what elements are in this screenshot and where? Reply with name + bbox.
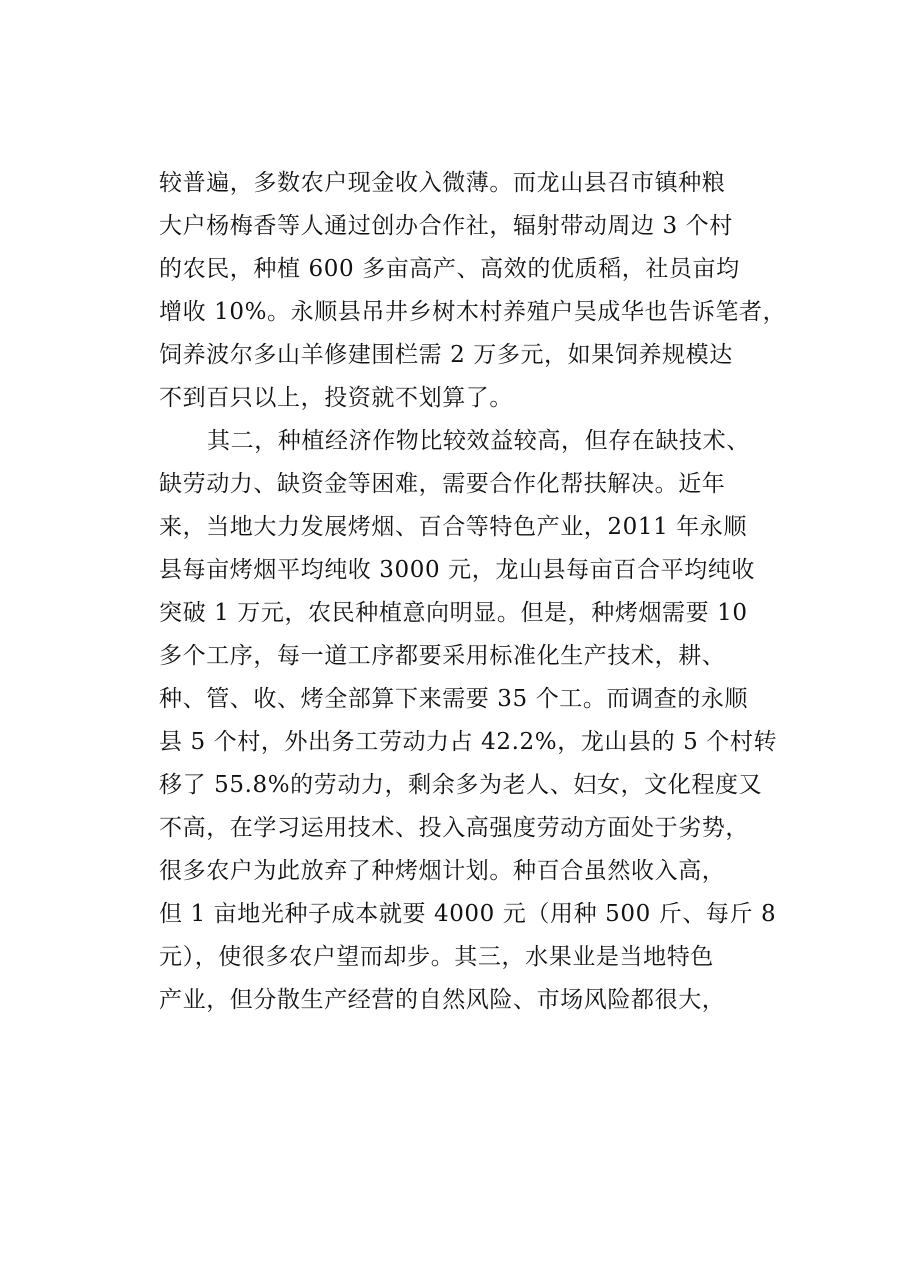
text-line-1: 较普遍，多数农户现金收入微薄。而龙山县召市镇种粮 — [159, 170, 726, 196]
text-line-4: 增收 10%。永顺县吊井乡树木村养殖户吴成华也告诉笔者， — [159, 299, 787, 325]
text-line-3: 的农民，种植 600 多亩高产、高效的优质稻，社员亩均 — [159, 256, 740, 282]
text-line-12: 多个工序，每一道工序都要采用标准化生产技术，耕、 — [159, 643, 726, 669]
text-line-13: 种、管、收、烤全部算下来需要 35 个工。而调查的永顺 — [159, 686, 749, 712]
text-line-20: 产业，但分散生产经营的自然风险、市场风险都很大， — [159, 987, 726, 1013]
paragraph-2-first-line: 其二，种植经济作物比较效益较高，但存在缺技术、 — [207, 428, 750, 454]
text-line-16: 不高，在学习运用技术、投入高强度劳动方面处于劣势， — [159, 815, 749, 841]
text-line-14: 县 5 个村，外出务工劳动力占 42.2%，龙山县的 5 个村转 — [159, 729, 778, 755]
text-line-17: 很多农户为此放弃了种烤烟计划。种百合虽然收入高， — [159, 858, 726, 884]
text-line-5: 饲养波尔多山羊修建围栏需 2 万多元，如果饲养规模达 — [159, 342, 733, 368]
text-line-9: 来，当地大力发展烤烟、百合等特色产业，2011 年永顺 — [159, 514, 748, 540]
text-line-6: 不到百只以上，投资就不划算了。 — [159, 385, 513, 411]
text-line-19: 元），使很多农户望而却步。其三，水果业是当地特色 — [159, 944, 714, 970]
text-line-2: 大户杨梅香等人通过创办合作社，辐射带动周边 3 个村 — [159, 213, 733, 239]
text-line-18: 但 1 亩地光种子成本就要 4000 元（用种 500 斤、每斤 8 — [159, 901, 777, 927]
text-line-11: 突破 1 万元，农民种植意向明显。但是，种烤烟需要 10 — [159, 600, 748, 626]
text-line-8: 缺劳动力、缺资金等困难，需要合作化帮扶解决。近年 — [159, 471, 726, 497]
text-line-15: 移了 55.8%的劳动力，剩余多为老人、妇女，文化程度又 — [159, 772, 763, 798]
text-line-10: 县每亩烤烟平均纯收 3000 元，龙山县每亩百合平均纯收 — [159, 557, 755, 583]
